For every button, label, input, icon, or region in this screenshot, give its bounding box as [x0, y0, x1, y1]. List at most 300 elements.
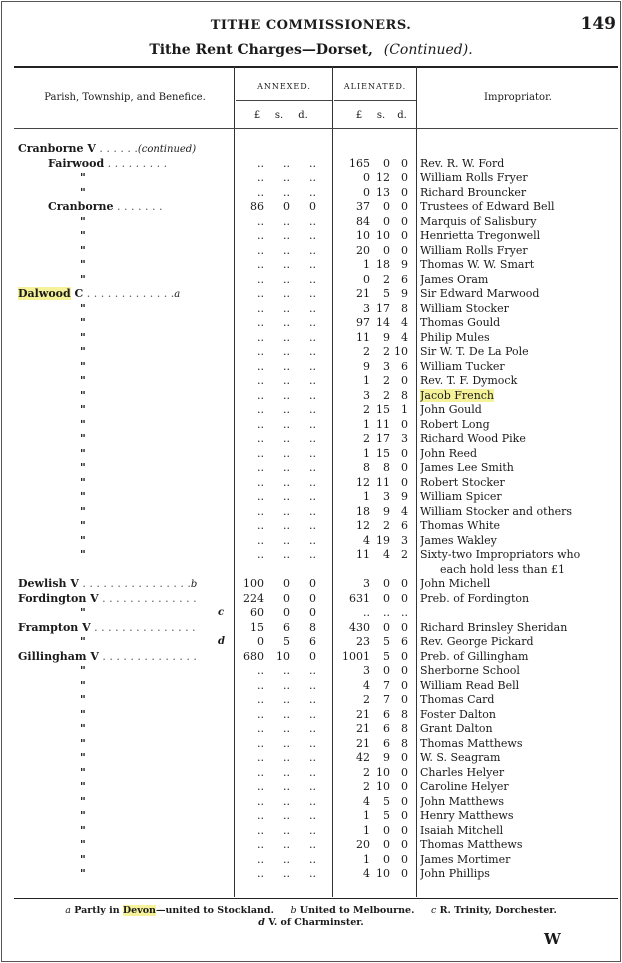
alienated-shillings: 3: [383, 490, 390, 503]
annexed-pounds: ..: [257, 156, 264, 170]
alienated-pounds: 2: [363, 403, 370, 416]
alienated-pence: 4: [401, 504, 408, 518]
annexed-pounds: ..: [257, 316, 264, 329]
annexed-pence: ..: [309, 359, 316, 373]
annexed-shillings: 0: [283, 606, 290, 619]
parish-name: ": [80, 838, 86, 851]
annexed-pence: ..: [309, 287, 316, 300]
annexed-pounds: ..: [257, 446, 264, 460]
alienated-pence: 0: [401, 664, 408, 677]
impropriator-cell: [420, 650, 620, 665]
table-row: [0, 664, 622, 679]
impropriator-name: Thomas Matthews: [420, 838, 523, 851]
annexed-pounds: ..: [257, 852, 264, 866]
footnote-d-text: V. of Charminster.: [268, 917, 364, 928]
table-row: [0, 186, 622, 201]
alienated-pence: 0: [401, 823, 408, 837]
impropriator-name: Sir W. T. De La Pole: [420, 345, 529, 358]
alienated-pence: 0: [401, 867, 408, 880]
alienated-shillings: 13: [376, 185, 390, 199]
table-row: [0, 331, 622, 346]
annexed-shillings: ..: [283, 374, 290, 387]
annexed-pounds: 60: [250, 606, 264, 619]
leader-dots: . . . . . . . . . . . . . . .: [90, 620, 196, 634]
impropriator-cell: [420, 505, 620, 520]
annexed-shillings: ..: [283, 664, 290, 677]
alienated-pounds: 2: [363, 693, 370, 706]
alienated-pence: 0: [401, 446, 408, 460]
annexed-pence: ..: [309, 490, 316, 503]
annexed-shillings: ..: [283, 475, 290, 489]
table-body: [0, 142, 622, 882]
table-row: [0, 215, 622, 230]
alienated-shillings: 5: [383, 287, 390, 300]
impropriator-name: Thomas Gould: [420, 316, 501, 329]
table-row: [0, 693, 622, 708]
impropriator-name: Robert Stocker: [420, 475, 505, 489]
table-row: [0, 650, 622, 665]
alienated-pounds: 84: [356, 214, 370, 228]
annexed-shillings: ..: [283, 809, 290, 822]
leader-dots: . . . . . . . . . . . . . .: [98, 591, 197, 605]
table-row: [0, 534, 622, 549]
impropriator-cell: [420, 708, 620, 723]
annexed-pounds: ..: [257, 388, 264, 402]
parish-name: ": [80, 301, 86, 315]
impropriator-name: John Reed: [420, 446, 478, 460]
alienated-pence: 3: [401, 533, 408, 547]
impropriator-name: Marquis of Salisbury: [420, 214, 537, 228]
parish-name: ": [80, 446, 86, 460]
alienated-shillings: 14: [376, 316, 390, 329]
annexed-pence: ..: [309, 446, 316, 460]
impropriator-name: Rev. George Pickard: [420, 635, 534, 648]
footnote-a-devon: Devon: [122, 905, 156, 916]
impropriator-name: Thomas Matthews: [420, 736, 523, 750]
table-row: [0, 316, 622, 331]
impropriator-name: Henry Matthews: [420, 809, 514, 822]
alienated-pounds: 2: [363, 765, 370, 779]
impropriator-name: John Phillips: [420, 867, 490, 880]
footnote-a-text-pre: Partly in: [74, 905, 123, 916]
annexed-pence: ..: [309, 794, 316, 808]
annexed-shillings: ..: [283, 736, 290, 750]
annexed-pence: ..: [309, 809, 316, 822]
signature-mark: W: [544, 930, 561, 948]
annexed-pence: ..: [309, 388, 316, 402]
subtitle-continued: (Continued).: [383, 42, 473, 58]
impropriator-name: Foster Dalton: [420, 707, 497, 721]
annexed-pounds: ..: [257, 374, 264, 387]
table-row: [0, 418, 622, 433]
annexed-shillings: 5: [283, 635, 290, 648]
annexed-pounds: 0: [257, 635, 264, 648]
parish-name: ": [80, 461, 86, 474]
parish-cell: [18, 621, 234, 636]
alienated-pence: 0: [401, 229, 408, 242]
alienated-pounds: 18: [356, 504, 370, 518]
table-row: [0, 157, 622, 172]
alienated-pence: 9: [401, 258, 408, 271]
alienated-pence: 6: [401, 359, 408, 373]
annexed-pounds: 224: [243, 591, 264, 605]
annexed-pounds: ..: [257, 403, 264, 416]
annexed-pence: ..: [309, 867, 316, 880]
alienated-pence: 0: [401, 214, 408, 228]
parish-name: ": [80, 490, 86, 503]
alienated-pence: 0: [401, 171, 408, 184]
annexed-pence: ..: [309, 548, 316, 561]
impropriator-name: Thomas Card: [420, 693, 495, 706]
alienated-shillings: 7: [383, 693, 390, 706]
impropriator-cell: [420, 534, 620, 549]
annexed-pounds-header: £: [253, 110, 261, 121]
impropriator-cell: [420, 577, 620, 592]
annexed-pounds: ..: [257, 664, 264, 677]
alienated-pounds: 37: [356, 200, 370, 213]
parish-name: ": [80, 736, 86, 750]
parish-name: ": [80, 330, 86, 344]
parish-cell: [18, 142, 234, 158]
table-row: [0, 360, 622, 375]
alienated-pence: 0: [401, 809, 408, 822]
parish-name: ": [80, 185, 86, 199]
alienated-pounds-header: £: [355, 110, 363, 121]
impropriator-name: Charles Helyer: [420, 765, 505, 779]
parish-name: ": [80, 258, 86, 271]
table-row: [0, 824, 622, 839]
impropriator-cell: [420, 693, 620, 708]
parish-name: ": [80, 403, 86, 416]
alienated-pence: 6: [401, 272, 408, 286]
table-row: [0, 200, 622, 215]
table-row: [0, 737, 622, 752]
parish-name: Cranborne V: [18, 142, 96, 155]
impropriator-cell: [420, 737, 620, 752]
table-row: [0, 563, 622, 578]
impropriator-cell: [420, 621, 620, 636]
table-row: [0, 722, 622, 737]
annexed-pence: ..: [309, 243, 316, 257]
annexed-pence: ..: [309, 258, 316, 271]
impropriator-cell: [420, 403, 620, 418]
alienated-shillings: 0: [383, 664, 390, 677]
annexed-pounds: ..: [257, 736, 264, 750]
parish-name: ": [80, 693, 86, 706]
alienated-pounds: ..: [363, 606, 370, 619]
alienated-shillings: 9: [383, 330, 390, 344]
alienated-shillings: 6: [383, 722, 390, 735]
parish-name: ": [80, 765, 86, 779]
impropriator-name: Thomas W. W. Smart: [420, 258, 535, 271]
alienated-pence: 8: [401, 707, 408, 721]
parish-name: ": [80, 867, 86, 880]
alienated-pence: 0: [401, 678, 408, 692]
annexed-shillings: ..: [283, 722, 290, 735]
alienated-pounds: 11: [356, 330, 370, 344]
table-row: [0, 447, 622, 462]
annexed-pounds: 680: [243, 649, 264, 663]
impropriator-cell: [420, 229, 620, 244]
table-row: [0, 171, 622, 186]
parish-name: ": [80, 548, 86, 561]
annexed-pounds: ..: [257, 794, 264, 808]
alienated-pounds: 42: [356, 751, 370, 764]
table-row: [0, 577, 622, 592]
impropriator-cell: [420, 795, 620, 810]
annexed-pounds: ..: [257, 678, 264, 692]
annexed-pounds: ..: [257, 780, 264, 793]
impropriator-cell: [420, 186, 620, 201]
impropriator-name: William Rolls Fryer: [420, 171, 528, 184]
table-row: [0, 548, 622, 563]
annexed-pounds: ..: [257, 823, 264, 837]
annexed-shillings-header: s.: [274, 110, 284, 121]
impropriator-name: W. S. Seagram: [420, 751, 501, 764]
annexed-pounds: ..: [257, 707, 264, 721]
impropriator-name: Henrietta Tregonwell: [420, 229, 541, 242]
parish-name: ": [80, 359, 86, 373]
alienated-pounds: 4: [363, 867, 370, 880]
alienated-pence: 0: [401, 200, 408, 213]
alienated-pence: 0: [401, 475, 408, 489]
parish-note: b: [190, 579, 198, 590]
impropriator-cell: [420, 853, 620, 868]
table-row: [0, 635, 622, 650]
parish-name: ": [80, 519, 86, 532]
alienated-shillings: 2: [383, 519, 390, 532]
annexed-shillings: ..: [283, 794, 290, 808]
annexed-pence: ..: [309, 461, 316, 474]
parish-name: ": [80, 533, 86, 547]
alienated-pounds: 1001: [342, 649, 370, 663]
alienated-pounds: 12: [356, 475, 370, 489]
impropriator-cell: [420, 838, 620, 853]
table-row: [0, 809, 622, 824]
annexed-pounds: ..: [257, 548, 264, 561]
impropriator-cell: [420, 418, 620, 433]
table-row: [0, 287, 622, 302]
table-row: [0, 476, 622, 491]
alienated-pounds: 11: [356, 548, 370, 561]
impropriator-name: Caroline Helyer: [420, 780, 509, 793]
alienated-pounds: 23: [356, 635, 370, 648]
annexed-shillings: ..: [283, 765, 290, 779]
alienated-pence: 10: [394, 345, 408, 358]
leader-dots: . . . . . .: [95, 142, 138, 155]
column-header-parish: Parish, Township, and Benefice.: [44, 92, 206, 103]
alienated-pence: 9: [401, 490, 408, 503]
parish-name: ": [80, 722, 86, 735]
alienated-pounds: 1: [363, 417, 370, 431]
annexed-pence: ..: [309, 156, 316, 170]
alienated-pence: 8: [401, 301, 408, 315]
annexed-shillings: ..: [283, 852, 290, 866]
alienated-pence: 0: [401, 185, 408, 199]
alienated-pence: 0: [401, 794, 408, 808]
alienated-shillings: 6: [383, 707, 390, 721]
table-row: [0, 345, 622, 360]
parish-name: Fairwood: [48, 156, 105, 170]
parish-name: ": [80, 388, 86, 402]
parish-cell: [48, 157, 264, 172]
footnote-a-mark: a: [65, 905, 71, 916]
annexed-shillings: ..: [283, 272, 290, 286]
parish-note: (continued): [137, 144, 197, 155]
annexed-shillings: ..: [283, 519, 290, 532]
parish-name: Gillingham V: [18, 649, 99, 663]
alienated-pence: 9: [401, 287, 408, 300]
annexed-pence: 6: [309, 635, 316, 648]
impropriator-cell: [420, 389, 620, 404]
alienated-pence: 6: [401, 635, 408, 648]
alienated-pounds: 8: [363, 461, 370, 474]
alienated-shillings: 5: [383, 635, 390, 648]
parish-name: ": [80, 780, 86, 793]
annexed-shillings: ..: [283, 345, 290, 358]
alienated-shillings: 5: [383, 809, 390, 822]
alienated-shillings: 0: [383, 852, 390, 866]
alienated-pence: 0: [401, 577, 408, 590]
parish-name: ": [80, 214, 86, 228]
parish-name: Dewlish V: [18, 577, 79, 590]
annexed-shillings: 0: [283, 591, 290, 605]
parish-cell: [18, 650, 234, 665]
footnote-a-text-post: —united to Stockland.: [155, 905, 274, 916]
impropriator-cell: [420, 548, 620, 563]
table-row: [0, 867, 622, 882]
alienated-pounds: 2: [363, 780, 370, 793]
alienated-pounds: 20: [356, 838, 370, 851]
alienated-shillings: 19: [376, 533, 390, 547]
annexed-pence: ..: [309, 664, 316, 677]
annexed-pounds: ..: [257, 272, 264, 286]
annexed-shillings: ..: [283, 171, 290, 184]
annexed-pence: ..: [309, 417, 316, 431]
impropriator-cell: [420, 722, 620, 737]
header-rule: [14, 128, 618, 129]
table-row: [0, 273, 622, 288]
alienated-shillings: 12: [376, 171, 390, 184]
parish-name: ": [80, 751, 86, 764]
annexed-pounds: ..: [257, 751, 264, 764]
alienated-shillings: 5: [383, 649, 390, 663]
impropriator-cell: [420, 258, 620, 273]
impropriator-name: Sir Edward Marwood: [420, 287, 540, 300]
impropriator-name: Richard Brouncker: [420, 185, 527, 199]
table-row: [0, 490, 622, 505]
alienated-shillings: 7: [383, 678, 390, 692]
page-number: 149: [580, 14, 616, 34]
impropriator-cell: [420, 432, 620, 447]
annexed-shillings: 0: [283, 200, 290, 213]
alienated-pounds: 3: [363, 301, 370, 315]
impropriator-cell: [420, 331, 620, 346]
parish-name: Cranborne: [48, 200, 114, 213]
impropriator-cell: [420, 287, 620, 302]
alienated-shillings: 0: [383, 823, 390, 837]
alienated-pounds: 1: [363, 852, 370, 866]
alienated-pence: 0: [401, 156, 408, 170]
impropriator-name: James Lee Smith: [420, 461, 514, 474]
impropriator-name: Trustees of Edward Bell: [420, 200, 555, 213]
alienated-pence: 8: [401, 736, 408, 750]
annexed-pounds: 86: [250, 200, 264, 213]
alienated-pounds: 12: [356, 519, 370, 532]
footnote-c-mark: c: [430, 905, 437, 916]
annexed-shillings: ..: [283, 548, 290, 561]
alienated-pence: 6: [401, 519, 408, 532]
alienated-pounds: 4: [363, 533, 370, 547]
table-row: [0, 389, 622, 404]
impropriator-name: Preb. of Gillingham: [420, 649, 529, 663]
alienated-shillings: 0: [383, 200, 390, 213]
leader-dots: . . . . . . .: [113, 200, 163, 213]
alienated-shillings: 0: [383, 214, 390, 228]
annexed-shillings: ..: [283, 678, 290, 692]
alienated-pence: 0: [401, 591, 408, 605]
annexed-shillings: ..: [283, 461, 290, 474]
alienated-shillings: 0: [383, 591, 390, 605]
impropriator-cell: [420, 360, 620, 375]
parish-name: ": [80, 606, 86, 619]
parish-note: c: [218, 607, 225, 618]
annexed-pounds: ..: [257, 359, 264, 373]
subtitle-text: Tithe Rent Charges—Dorset,: [149, 42, 373, 58]
parish-name: ": [80, 316, 86, 329]
impropriator-name: James Oram: [420, 272, 489, 286]
annexed-shillings: ..: [283, 316, 290, 329]
table-row: [0, 229, 622, 244]
annexed-pence: ..: [309, 693, 316, 706]
annexed-shillings: ..: [283, 301, 290, 315]
table-row: [0, 795, 622, 810]
alienated-shillings: 15: [376, 446, 390, 460]
alienated-shillings: 17: [376, 301, 390, 315]
parish-name: ": [80, 809, 86, 822]
alienated-pence: 8: [401, 388, 408, 402]
alienated-shillings: 0: [383, 577, 390, 590]
annexed-shillings: ..: [283, 693, 290, 706]
parish-name: ": [80, 794, 86, 808]
parish-cell: [48, 200, 264, 215]
annexed-pounds: ..: [257, 533, 264, 547]
page-subtitle: [0, 42, 622, 58]
alienated-pence: 0: [401, 693, 408, 706]
annexed-shillings: ..: [283, 417, 290, 431]
parish-name: ": [80, 243, 86, 257]
table-row: [0, 461, 622, 476]
impropriator-name: William Read Bell: [420, 678, 520, 692]
impropriator-name: William Spicer: [420, 490, 502, 503]
annexed-pence: ..: [309, 475, 316, 489]
parish-note: a: [174, 289, 181, 300]
impropriator-name: Preb. of Fordington: [420, 591, 530, 605]
alienated-shillings: 6: [383, 736, 390, 750]
table-row: [0, 244, 622, 259]
annexed-shillings: 10: [276, 649, 290, 663]
impropriator-cell: [420, 824, 620, 839]
alienated-pounds: 631: [349, 591, 370, 605]
parish-name: ": [80, 664, 86, 677]
impropriator-cell: [420, 809, 620, 824]
alienated-shillings: 10: [376, 780, 390, 793]
annexed-shillings: ..: [283, 330, 290, 344]
footnote-b-mark: b: [290, 905, 297, 916]
impropriator-cell: [420, 345, 620, 360]
parish-name: ": [80, 229, 86, 242]
annexed-shillings: 6: [283, 620, 290, 634]
